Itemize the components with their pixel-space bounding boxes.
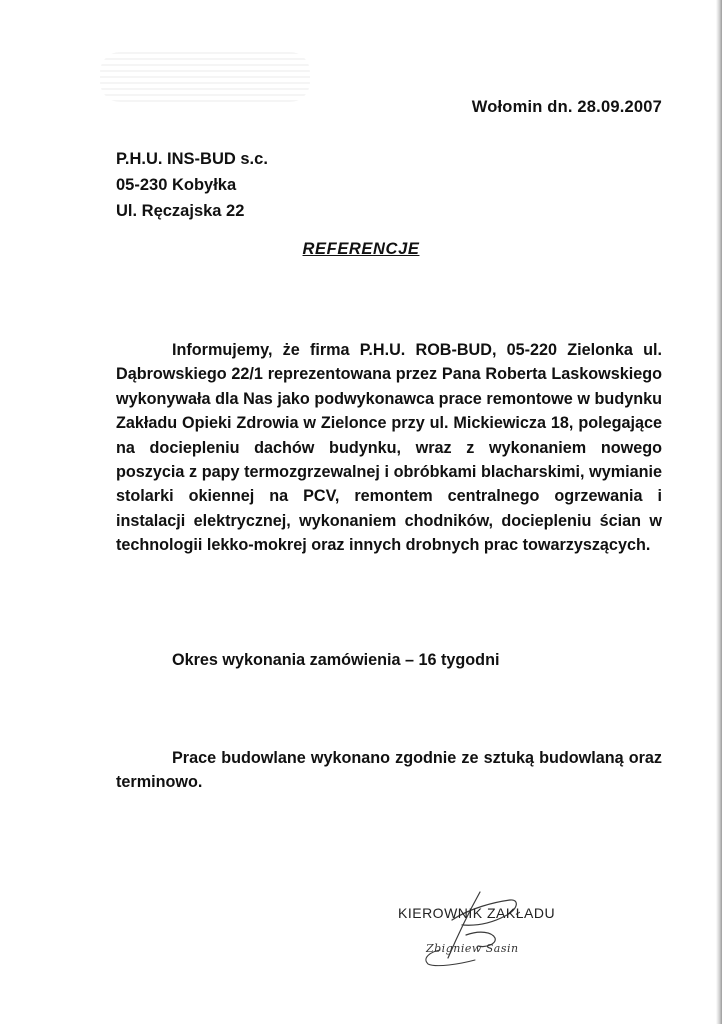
- page-edge-shadow: [716, 0, 722, 1024]
- scan-artifact: [100, 52, 310, 102]
- period-line: Okres wykonania zamówienia – 16 tygodni: [172, 651, 500, 669]
- recipient-street: Ul. Ręczajska 22: [116, 202, 245, 220]
- recipient-address: [116, 146, 268, 224]
- recipient-name: P.H.U. INS-BUD s.c.: [116, 150, 268, 168]
- stamp-name: Zbigniew Sasin: [426, 942, 519, 955]
- body-paragraph: Informujemy, że firma P.H.U. ROB-BUD, 05-220 Zielonka ul. Dąbrowskiego 22/1 reprezentowana przez Pana Roberta Laskowskiego wykonywała dla Nas jako podwykonawca prace remontowe w budynku Zakładu Opieki Zdrowia w Zielonce przy ul. Mickiewicza 18, polegające na dociepleniu dachów budynku, wraz z wykonaniem nowego poszycia z papy termozgrzewalnej i obróbkami blacharskimi, wymianie stolarki okiennej na PCV, remontem centralnego ogrzewania i instalacji elektrycznej, wykonaniem chodników, dociepleniu ścian w technologii lekko-mokrej oraz innych drobnych prac towarzyszących.: [116, 341, 662, 555]
- closing-paragraph: Prace budowlane wykonano zgodnie ze sztuką budowlaną oraz terminowo.: [116, 749, 662, 792]
- recipient-postal: 05-230 Kobyłka: [116, 176, 237, 194]
- document-title: REFERENCJE: [302, 240, 420, 258]
- handwritten-signature: [400, 880, 540, 970]
- stamp-title: KIEROWNIK ZAKŁADU: [398, 905, 556, 921]
- date-line: Wołomin dn. 28.09.2007: [471, 98, 662, 116]
